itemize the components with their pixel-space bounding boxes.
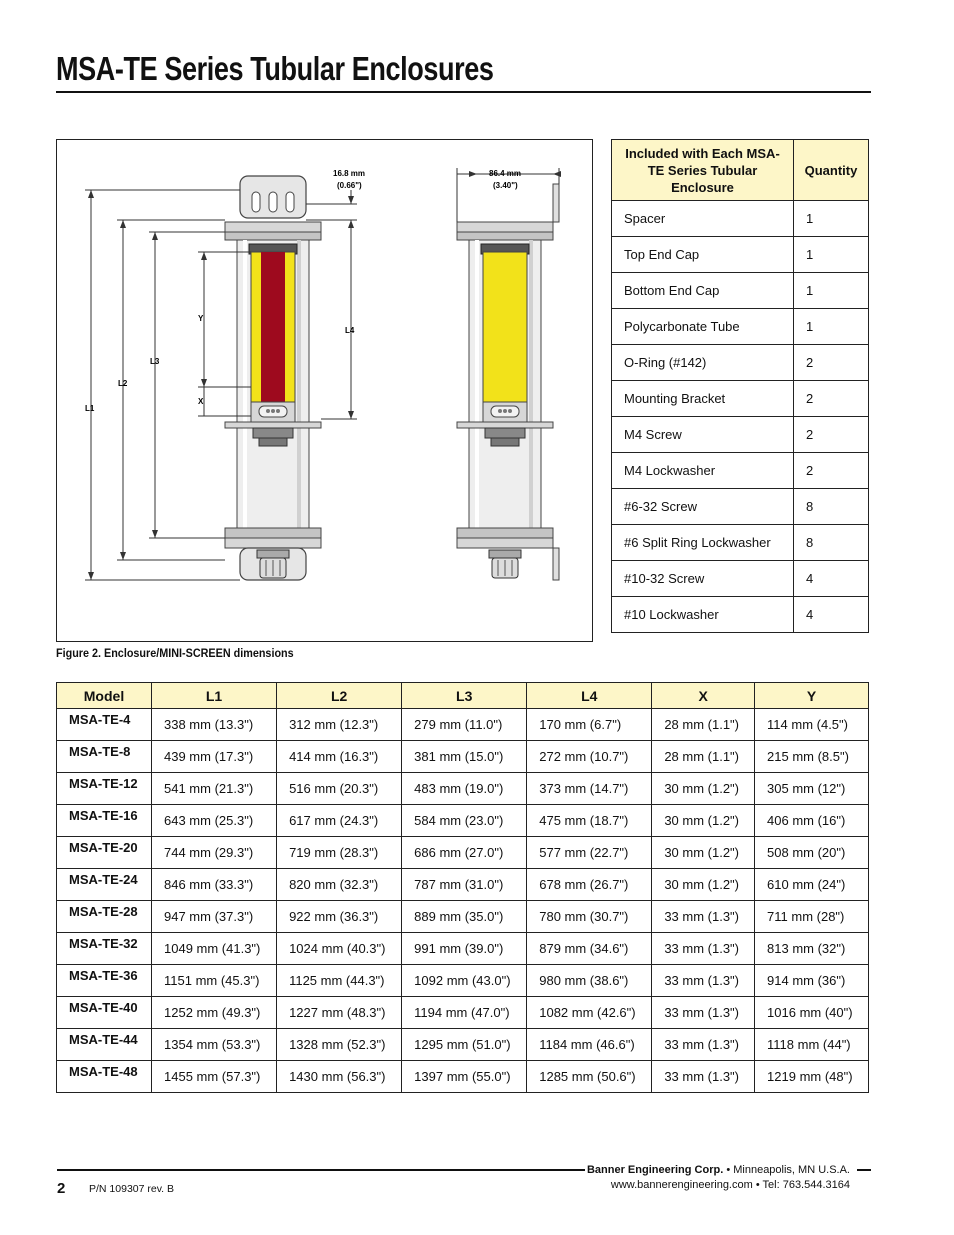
dimension-cell: 170 mm (6.7") [527, 709, 652, 741]
dimension-cell: 33 mm (1.3") [652, 997, 755, 1029]
dimension-cell: 719 mm (28.3") [277, 837, 402, 869]
part-name: Spacer [612, 201, 794, 237]
dimension-cell: 1295 mm (51.0") [402, 1029, 527, 1061]
part-name: M4 Screw [612, 417, 794, 453]
table-row [57, 805, 869, 837]
dimension-cell: 33 mm (1.3") [652, 1061, 755, 1093]
dimension-cell: 914 mm (36") [755, 965, 869, 997]
column-header: Y [755, 683, 869, 709]
table-row [612, 525, 869, 561]
dimension-cell: 1082 mm (42.6") [527, 997, 652, 1029]
parts-header-quantity: Quantity [794, 140, 869, 201]
part-name: Bottom End Cap [612, 273, 794, 309]
dimension-cell: 28 mm (1.1") [652, 741, 755, 773]
dimension-cell: 678 mm (26.7") [527, 869, 652, 901]
dimension-cell: 1194 mm (47.0") [402, 997, 527, 1029]
dimension-cell: 1049 mm (41.3") [152, 933, 277, 965]
table-row [612, 237, 869, 273]
enclosure-side-view [225, 176, 321, 580]
model-cell: MSA-TE-12 [57, 773, 152, 805]
part-quantity: 4 [794, 597, 869, 633]
model-cell: MSA-TE-36 [57, 965, 152, 997]
dimension-figure [56, 139, 593, 642]
label-l1: L1 [85, 404, 95, 413]
table-row [57, 837, 869, 869]
part-name: Polycarbonate Tube [612, 309, 794, 345]
part-quantity: 2 [794, 417, 869, 453]
dimension-cell: 215 mm (8.5") [755, 741, 869, 773]
model-cell: MSA-TE-16 [57, 805, 152, 837]
column-header: X [652, 683, 755, 709]
table-row [612, 417, 869, 453]
page-title: MSA-TE Series Tubular Enclosures [56, 50, 494, 87]
dimension-cell: 541 mm (21.3") [152, 773, 277, 805]
table-row [612, 345, 869, 381]
part-name: Top End Cap [612, 237, 794, 273]
table-row [612, 561, 869, 597]
dimension-cell: 33 mm (1.3") [652, 933, 755, 965]
dimension-cell: 373 mm (14.7") [527, 773, 652, 805]
dimension-cell: 584 mm (23.0") [402, 805, 527, 837]
table-row [57, 901, 869, 933]
model-cell: MSA-TE-24 [57, 869, 152, 901]
dimension-cell: 28 mm (1.1") [652, 709, 755, 741]
dimension-cell: 305 mm (12") [755, 773, 869, 805]
dimension-cell: 780 mm (30.7") [527, 901, 652, 933]
dimension-cell: 483 mm (19.0") [402, 773, 527, 805]
company-name: Banner Engineering Corp. [586, 1164, 724, 1176]
column-header: L1 [152, 683, 277, 709]
footer-rule-right [857, 1169, 871, 1171]
column-header: Model [57, 683, 152, 709]
dimensions-table-body [57, 709, 869, 1093]
part-name: M4 Lockwasher [612, 453, 794, 489]
table-row [612, 597, 869, 633]
company-block [587, 1163, 850, 1193]
dimension-cell: 889 mm (35.0") [402, 901, 527, 933]
table-row [612, 201, 869, 237]
dimension-cell: 381 mm (15.0") [402, 741, 527, 773]
dimension-cell: 1430 mm (56.3") [277, 1061, 402, 1093]
part-name: #10 Lockwasher [612, 597, 794, 633]
dimension-cell: 820 mm (32.3") [277, 869, 402, 901]
part-name: #6 Split Ring Lockwasher [612, 525, 794, 561]
figure-caption: Figure 2. Enclosure/MINI-SCREEN dimensions [56, 646, 294, 660]
parts-header-item: Included with Each MSA-TE Series Tubular Enclosure [612, 140, 794, 201]
table-row [57, 741, 869, 773]
company-contact: www.bannerengineering.com • Tel: 763.544.3164 [610, 1179, 850, 1191]
dimension-cell: 1227 mm (48.3") [277, 997, 402, 1029]
dimensions-table [56, 682, 869, 1093]
dimension-cell: 1118 mm (44") [755, 1029, 869, 1061]
dimension-cell: 879 mm (34.6") [527, 933, 652, 965]
dimension-cell: 279 mm (11.0") [402, 709, 527, 741]
dimension-cell: 312 mm (12.3") [277, 709, 402, 741]
part-name: O-Ring (#142) [612, 345, 794, 381]
dimension-cell: 643 mm (25.3") [152, 805, 277, 837]
model-cell: MSA-TE-20 [57, 837, 152, 869]
model-cell: MSA-TE-48 [57, 1061, 152, 1093]
model-cell: MSA-TE-8 [57, 741, 152, 773]
enclosure-drawing [57, 140, 592, 641]
table-row [612, 453, 869, 489]
dimension-cell: 30 mm (1.2") [652, 773, 755, 805]
dimension-cell: 610 mm (24") [755, 869, 869, 901]
table-row [57, 933, 869, 965]
model-cell: MSA-TE-44 [57, 1029, 152, 1061]
table-row [57, 997, 869, 1029]
dimension-cell: 1092 mm (43.0") [402, 965, 527, 997]
table-row [57, 965, 869, 997]
table-row [612, 273, 869, 309]
parts-table-body [612, 201, 869, 633]
part-name: Mounting Bracket [612, 381, 794, 417]
dimension-cell: 33 mm (1.3") [652, 1029, 755, 1061]
dimension-cell: 744 mm (29.3") [152, 837, 277, 869]
dimension-cell: 991 mm (39.0") [402, 933, 527, 965]
dimension-cell: 1455 mm (57.3") [152, 1061, 277, 1093]
dim-label-16-8-in: (0.66") [337, 181, 362, 190]
part-quantity: 1 [794, 201, 869, 237]
dimension-cell: 1151 mm (45.3") [152, 965, 277, 997]
table-row [612, 381, 869, 417]
table-row [57, 1029, 869, 1061]
part-quantity: 8 [794, 525, 869, 561]
dimension-cell: 414 mm (16.3") [277, 741, 402, 773]
dimensions-header-row [57, 683, 869, 709]
dim-label-86-4-in: (3.40") [493, 181, 518, 190]
dimension-cell: 30 mm (1.2") [652, 837, 755, 869]
part-quantity: 2 [794, 453, 869, 489]
column-header: L4 [527, 683, 652, 709]
table-row [57, 1061, 869, 1093]
dimension-cell: 1397 mm (55.0") [402, 1061, 527, 1093]
page-number: 2 [57, 1180, 66, 1197]
table-row [57, 869, 869, 901]
dimension-cell: 33 mm (1.3") [652, 965, 755, 997]
label-l3: L3 [150, 357, 160, 366]
dim-label-16-8-mm: 16.8 mm [333, 169, 366, 178]
dimension-cell: 33 mm (1.3") [652, 901, 755, 933]
model-cell: MSA-TE-32 [57, 933, 152, 965]
part-quantity: 1 [794, 309, 869, 345]
table-row [57, 773, 869, 805]
dimension-cell: 114 mm (4.5") [755, 709, 869, 741]
dimension-cell: 439 mm (17.3") [152, 741, 277, 773]
table-row [57, 709, 869, 741]
dimension-cell: 846 mm (33.3") [152, 869, 277, 901]
dimension-cell: 1125 mm (44.3") [277, 965, 402, 997]
label-l4: L4 [345, 326, 355, 335]
part-quantity: 2 [794, 345, 869, 381]
dimension-cell: 508 mm (20") [755, 837, 869, 869]
part-quantity: 2 [794, 381, 869, 417]
part-quantity: 4 [794, 561, 869, 597]
dimension-cell: 1354 mm (53.3") [152, 1029, 277, 1061]
part-name: #6-32 Screw [612, 489, 794, 525]
label-l2: L2 [118, 379, 128, 388]
dimension-cell: 475 mm (18.7") [527, 805, 652, 837]
part-quantity: 1 [794, 273, 869, 309]
dimension-cell: 1219 mm (48") [755, 1061, 869, 1093]
dimension-cell: 1016 mm (40") [755, 997, 869, 1029]
dimension-cell: 686 mm (27.0") [402, 837, 527, 869]
part-quantity: 8 [794, 489, 869, 525]
company-location: • Minneapolis, MN U.S.A. [723, 1164, 850, 1176]
model-cell: MSA-TE-28 [57, 901, 152, 933]
parts-table [611, 139, 869, 633]
part-quantity: 1 [794, 237, 869, 273]
footer-rule-left [57, 1169, 585, 1171]
dimension-cell: 516 mm (20.3") [277, 773, 402, 805]
dimension-cell: 947 mm (37.3") [152, 901, 277, 933]
dimension-cell: 406 mm (16") [755, 805, 869, 837]
dimension-cell: 922 mm (36.3") [277, 901, 402, 933]
enclosure-front-view [457, 168, 559, 580]
part-name: #10-32 Screw [612, 561, 794, 597]
dimension-cell: 617 mm (24.3") [277, 805, 402, 837]
dimension-cell: 30 mm (1.2") [652, 805, 755, 837]
dimension-cell: 338 mm (13.3") [152, 709, 277, 741]
dimension-cell: 1328 mm (52.3") [277, 1029, 402, 1061]
dimension-cell: 813 mm (32") [755, 933, 869, 965]
dimension-cell: 711 mm (28") [755, 901, 869, 933]
dimension-cell: 30 mm (1.2") [652, 869, 755, 901]
model-cell: MSA-TE-40 [57, 997, 152, 1029]
table-row [612, 489, 869, 525]
label-x: X [198, 397, 204, 406]
dimension-cell: 787 mm (31.0") [402, 869, 527, 901]
dimension-cell: 1252 mm (49.3") [152, 997, 277, 1029]
title-rule [56, 91, 871, 93]
label-y: Y [198, 314, 204, 323]
dimension-cell: 1285 mm (50.6") [527, 1061, 652, 1093]
part-number: P/N 109307 rev. B [89, 1183, 175, 1195]
dimension-cell: 1184 mm (46.6") [527, 1029, 652, 1061]
column-header: L3 [402, 683, 527, 709]
dim-label-86-4-mm: 86.4 mm [489, 169, 522, 178]
dimension-cell: 980 mm (38.6") [527, 965, 652, 997]
dimension-cell: 1024 mm (40.3") [277, 933, 402, 965]
column-header: L2 [277, 683, 402, 709]
dimension-cell: 272 mm (10.7") [527, 741, 652, 773]
table-row [612, 309, 869, 345]
model-cell: MSA-TE-4 [57, 709, 152, 741]
dimension-cell: 577 mm (22.7") [527, 837, 652, 869]
